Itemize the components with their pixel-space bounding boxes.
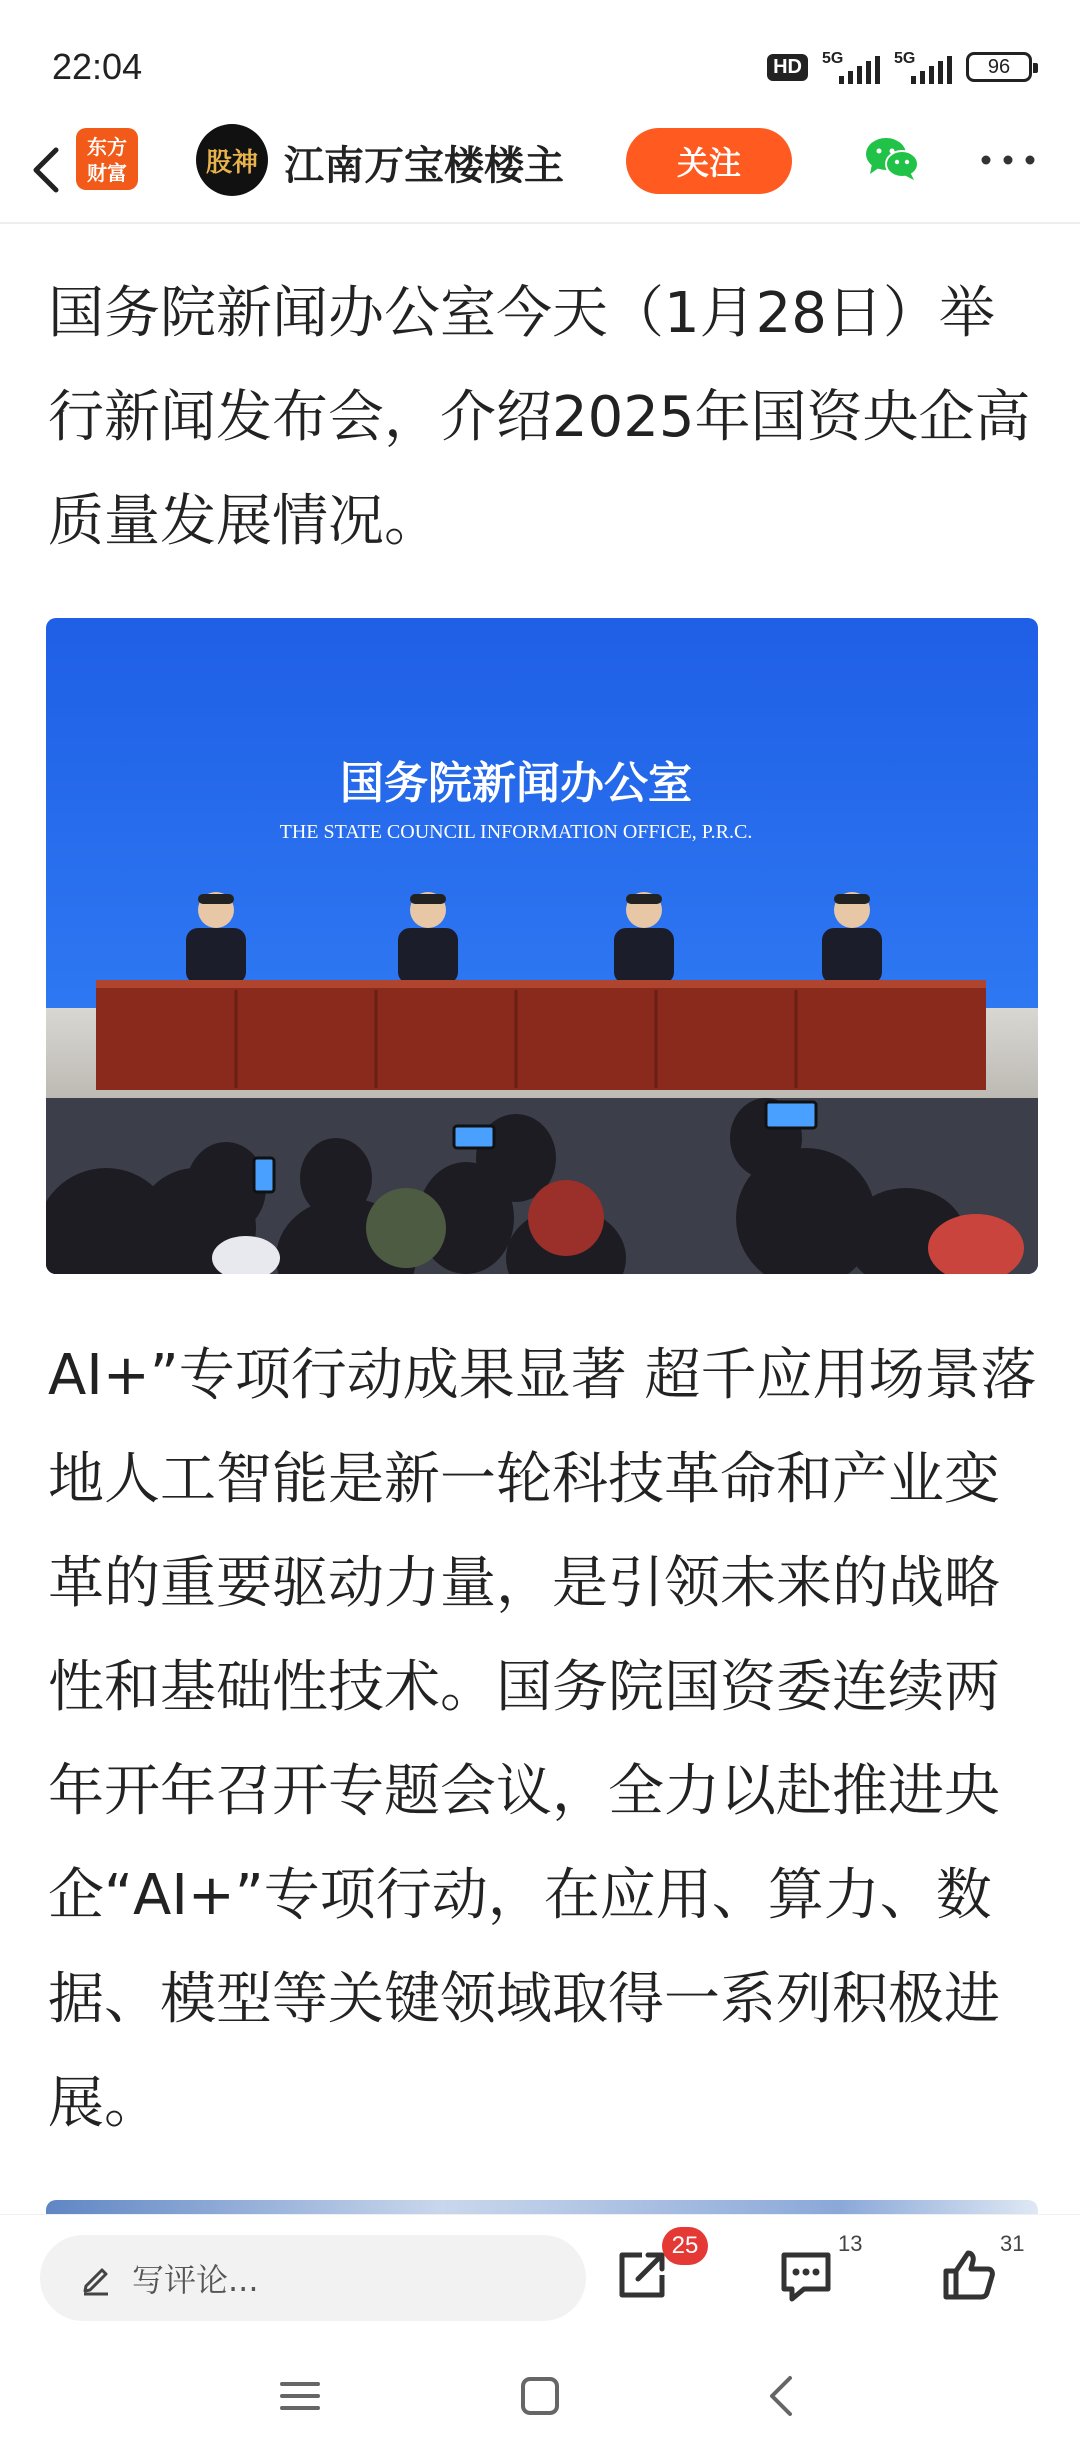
signal-icon-sim1: 5G bbox=[822, 50, 880, 84]
bottom-action-bar bbox=[0, 2214, 1080, 2334]
hd-voice-icon: HD bbox=[767, 54, 808, 81]
comment-placeholder: 写评论... bbox=[132, 2261, 259, 2299]
pencil-icon bbox=[78, 2260, 114, 2296]
follow-button[interactable]: 关注 bbox=[626, 128, 792, 194]
app-logo[interactable] bbox=[76, 128, 138, 190]
status-bar bbox=[0, 0, 1080, 120]
status-icons bbox=[767, 50, 1032, 84]
comments-button[interactable] bbox=[776, 2231, 866, 2315]
backdrop-title-cn: 国务院新闻办公室 bbox=[340, 758, 692, 809]
nav-back-icon[interactable] bbox=[752, 2366, 812, 2426]
comment-icon bbox=[776, 2245, 836, 2305]
thumbs-up-icon bbox=[938, 2245, 998, 2305]
clock: 22:04 bbox=[52, 46, 143, 87]
avatar-text: 股神 bbox=[205, 147, 258, 178]
home-icon[interactable] bbox=[510, 2366, 570, 2426]
battery-icon: 96 bbox=[966, 52, 1032, 82]
press-conference-photo[interactable] bbox=[46, 618, 1038, 1274]
more-icon[interactable] bbox=[978, 154, 1038, 166]
author-name[interactable]: 江南万宝楼楼主 bbox=[284, 143, 564, 189]
backdrop-title-en: THE STATE COUNCIL INFORMATION OFFICE, P.R.C. bbox=[279, 821, 753, 843]
app-logo-text: 东方 财富 bbox=[87, 135, 127, 185]
article-intro: 国务院新闻办公室今天（1月28日）举行新闻发布会，介绍2025年国资央企高质量发展情况。 bbox=[48, 281, 1031, 554]
wechat-icon[interactable] bbox=[862, 134, 922, 184]
like-button[interactable] bbox=[938, 2231, 1028, 2315]
avatar[interactable] bbox=[196, 124, 268, 196]
menu-icon[interactable] bbox=[270, 2366, 330, 2426]
share-button[interactable] bbox=[612, 2232, 702, 2315]
signal-icon-sim2: 5G bbox=[894, 50, 952, 84]
back-icon[interactable] bbox=[22, 140, 72, 200]
article-body: AI+”专项行动成果显著 超千应用场景落地人工智能是新一轮科技革命和产业变革的重要驱动力量，是引领未来的战略性和基础性技术。国务院国资委连续两年开年召开专题会议，全力以赴推进央企“AI+”专项行动，在应用、算力、数据、模型等关键领域取得一系列积极进展。 bbox=[48, 1343, 1037, 2136]
comment-count: 13 bbox=[838, 2231, 863, 2256]
like-count: 31 bbox=[1000, 2231, 1025, 2256]
comment-input[interactable] bbox=[40, 2235, 586, 2321]
system-nav-bar bbox=[0, 2340, 1080, 2460]
article-header bbox=[0, 120, 1080, 224]
share-badge: 25 bbox=[662, 2227, 708, 2265]
